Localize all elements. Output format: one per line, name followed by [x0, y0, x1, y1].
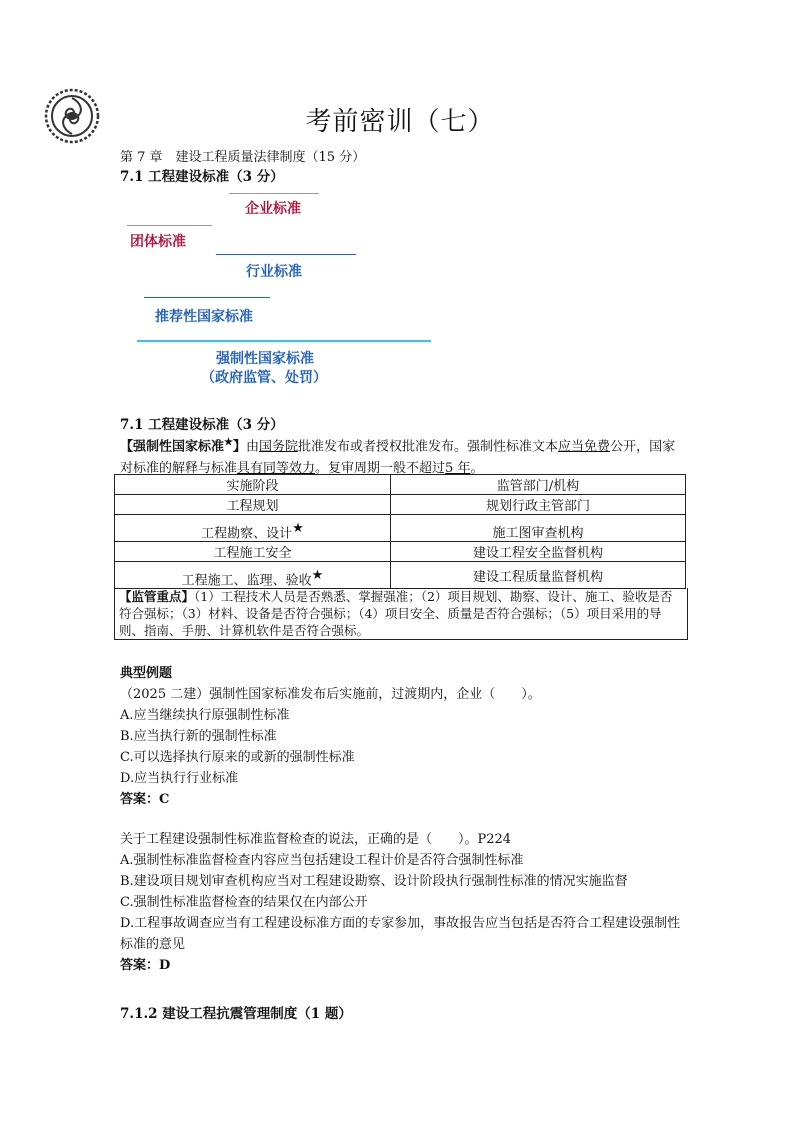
question-stem: 关于工程建设强制性标准监督检查的说法，正确的是（ ）。P224 [120, 832, 512, 847]
question-option: B.应当执行新的强制性标准 [120, 729, 277, 744]
label-mandatory-national-standard: 强制性国家标准 [216, 351, 314, 367]
stage-cell [115, 515, 391, 542]
question-2 [120, 829, 690, 976]
diagram-line-industry [216, 254, 356, 255]
question-option: C.强制性标准监督检查的结果仅在内部公开 [120, 895, 368, 910]
diagram-line-recommended [144, 297, 270, 298]
diagram-line-mandatory [137, 340, 431, 342]
supervision-table [114, 474, 686, 589]
question-1 [120, 684, 690, 810]
intro-text-4: 。复审周期一般不超过 [315, 461, 446, 477]
intro-underline-1: 国务院 [259, 439, 299, 455]
intro-underline-4: 5 年 [445, 461, 471, 477]
table-row [115, 562, 686, 589]
question-option: D.应当执行行业标准 [120, 771, 239, 786]
question-answer: 答案：C [120, 792, 170, 807]
chapter-line: 第 7 章 建设工程质量法律制度（15 分） [120, 150, 366, 165]
section-heading-2: 7.1 工程建设标准（3 分） [120, 417, 284, 433]
stage-label: 工程施工、监理、验收 [181, 573, 312, 588]
section-heading-1: 7.1 工程建设标准（3 分） [120, 169, 284, 185]
table-header: 监管部门/机构 [391, 475, 686, 495]
question-option: B.建设项目规划审查机构应当对工程建设勘察、设计阶段执行强制性标准的情况实施监督 [120, 874, 628, 889]
question-option: A.强制性标准监督检查内容应当包括建设工程计价是否符合强制性标准 [120, 853, 524, 868]
dept-cell: 规划行政主管部门 [391, 495, 686, 515]
intro-text-3: 公开，国家对标准的解释与标准 [120, 439, 676, 477]
stage-cell [115, 562, 391, 589]
intro-text-2: 批准发布或者授权批准发布。强制性标准文本 [298, 439, 559, 455]
star-icon: ★ [224, 437, 233, 448]
label-mandatory-note: （政府监管、处罚） [201, 370, 327, 386]
note-text: （1）工程技术人员是否熟悉、掌握强准；（2）项目规划、勘察、设计、施工、验收是否符合强标；（3）材料、设备是否符合强标；（4）项目安全、质量是否符合强标；（5）项目采用的导则、指南、手册、计算机软件是否符合强标。 [119, 589, 673, 638]
label-industry-standard: 行业标准 [246, 264, 302, 280]
diagram-line-enterprise [229, 193, 319, 194]
dept-cell: 建设工程质量监督机构 [391, 562, 686, 589]
table-row [115, 542, 686, 562]
stage-cell [115, 495, 391, 515]
intro-underline-3: 具有同等效力 [237, 461, 316, 477]
bracket-close: 】 [232, 439, 246, 455]
stage-label: 工程勘察、设计 [201, 526, 293, 541]
label-recommended-national-standard: 推荐性国家标准 [155, 309, 253, 325]
table-row [115, 495, 686, 515]
star-icon: ★ [311, 567, 324, 583]
table-header: 实施阶段 [115, 475, 391, 495]
table-header-row [115, 475, 686, 495]
page-title: 考前密训（七） [305, 107, 495, 137]
label-group-standard: 团体标准 [130, 234, 186, 250]
diagram-line-group [127, 225, 212, 226]
note-label: 【监管重点】 [119, 589, 195, 604]
stage-label: 工程施工安全 [213, 546, 292, 561]
question-answer: 答案：D [120, 958, 171, 973]
dept-cell: 建设工程安全监督机构 [391, 542, 686, 562]
question-stem: （2025 二建）强制性国家标准发布后实施前，过渡期内，企业（ ）。 [120, 687, 541, 702]
stage-cell [115, 542, 391, 562]
intro-text-5: 。 [470, 461, 484, 477]
question-option: D.工程事故调查应当有工程建设标准方面的专家参加，事故报告应当包括是否符合工程建设强制性标准的意见 [120, 916, 681, 952]
supervision-focus-note [114, 588, 688, 640]
stage-label: 工程规划 [226, 499, 279, 514]
section-heading-3: 7.1.2 建设工程抗震管理制度（1 题） [120, 1006, 352, 1022]
intro-underline-2: 应当免费 [558, 439, 611, 455]
star-icon: ★ [292, 520, 304, 536]
examples-heading: 典型例题 [120, 666, 173, 681]
intro-text-1: 由 [246, 439, 260, 455]
label-enterprise-standard: 企业标准 [245, 201, 301, 217]
question-option: C.可以选择执行原来的或新的强制性标准 [120, 750, 355, 765]
table-row [115, 515, 686, 542]
dept-cell: 施工图审查机构 [391, 515, 686, 542]
bracket-label: 【强制性国家标准 [120, 439, 225, 455]
question-option: A.应当继续执行原强制性标准 [120, 708, 290, 723]
